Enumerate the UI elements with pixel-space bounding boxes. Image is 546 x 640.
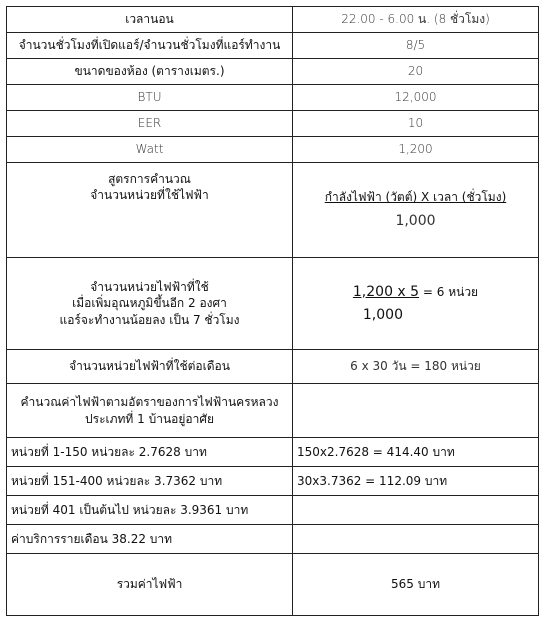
label-units xyxy=(7,258,293,350)
row-tier2 xyxy=(7,467,539,496)
row-monthly xyxy=(7,350,539,384)
value-units xyxy=(293,258,539,350)
label-tier1: หน่วยที่ 1-150 หน่วยละ 2.7628 บาท xyxy=(7,438,293,467)
label-sleep-time: เวลานอน xyxy=(7,7,293,33)
label-tier3: หน่วยที่ 401 เป็นต้นไป หน่วยละ 3.9361 บาท xyxy=(7,496,293,525)
units-result: = 6 หน่วย xyxy=(422,284,479,299)
row-tier1 xyxy=(7,438,539,467)
value-btu: 12,000 xyxy=(293,85,539,111)
value-rate xyxy=(293,384,539,438)
value-monthly: 6 x 30 วัน = 180 หน่วย xyxy=(293,350,539,384)
formula-numerator: กำลังไฟฟ้า (วัตต์) X เวลา (ชั่วโมง) xyxy=(324,190,507,205)
units-denominator: 1,000 xyxy=(362,306,403,323)
row-room-size xyxy=(7,59,539,85)
label-btu: BTU xyxy=(7,85,293,111)
rate-line-2: ประเภทที่ 1 บ้านอยู่อาศัย xyxy=(85,411,214,426)
electricity-calculation-table xyxy=(6,6,539,616)
formula-denominator: 1,000 xyxy=(395,212,436,229)
label-room-size: ขนาดของห้อง (ตารางเมตร.) xyxy=(7,59,293,85)
value-watt: 1,200 xyxy=(293,137,539,163)
label-ac-hours: จำนวนชั่วโมงที่เปิดแอร์/จำนวนชั่วโมงที่แอร์ทำงาน xyxy=(7,33,293,59)
label-service: ค่าบริการรายเดือน 38.22 บาท xyxy=(7,525,293,554)
label-total: รวมค่าไฟฟ้า xyxy=(7,554,293,616)
row-tier3 xyxy=(7,496,539,525)
units-numerator: 1,200 x 5 xyxy=(352,283,420,300)
value-sleep-time: 22.00 - 6.00 น. (8 ชั่วโมง) xyxy=(293,7,539,33)
formula-subtitle: จำนวนหน่วยที่ใช้ไฟฟ้า xyxy=(90,188,209,203)
row-formula xyxy=(7,163,539,258)
row-watt xyxy=(7,137,539,163)
label-tier2: หน่วยที่ 151-400 หน่วยละ 3.7362 บาท xyxy=(7,467,293,496)
units-line-3: แอร์จะทำงานน้อยลง เป็น 7 ชั่วโมง xyxy=(59,312,240,327)
value-tier1: 150x2.7628 = 414.40 บาท xyxy=(293,438,539,467)
row-service xyxy=(7,525,539,554)
value-tier3 xyxy=(293,496,539,525)
label-eer: EER xyxy=(7,111,293,137)
row-ac-hours xyxy=(7,33,539,59)
row-total xyxy=(7,554,539,616)
value-tier2: 30x3.7362 = 112.09 บาท xyxy=(293,467,539,496)
value-room-size: 20 xyxy=(293,59,539,85)
units-fraction xyxy=(353,283,478,325)
value-ac-hours: 8/5 xyxy=(293,33,539,59)
value-service xyxy=(293,525,539,554)
label-formula xyxy=(7,163,293,258)
row-eer xyxy=(7,111,539,137)
label-monthly: จำนวนหน่วยไฟฟ้าที่ใช้ต่อเดือน xyxy=(7,350,293,384)
units-line-1: จำนวนหน่วยไฟฟ้าที่ใช้ xyxy=(90,280,209,295)
value-eer: 10 xyxy=(293,111,539,137)
value-total: 565 บาท xyxy=(293,554,539,616)
rate-line-1: คำนวณค่าไฟฟ้าตามอัตราของการไฟฟ้านครหลวง xyxy=(20,395,279,410)
row-sleep-time xyxy=(7,7,539,33)
units-line-2: เมื่อเพิ่มอุณหภูมิขึ้นอีก 2 องศา xyxy=(72,296,227,311)
row-rate xyxy=(7,384,539,438)
label-watt: Watt xyxy=(7,137,293,163)
row-units xyxy=(7,258,539,350)
formula-title: สูตรการคำนวณ xyxy=(108,172,191,186)
label-rate xyxy=(7,384,293,438)
row-btu xyxy=(7,85,539,111)
value-formula xyxy=(293,163,539,258)
